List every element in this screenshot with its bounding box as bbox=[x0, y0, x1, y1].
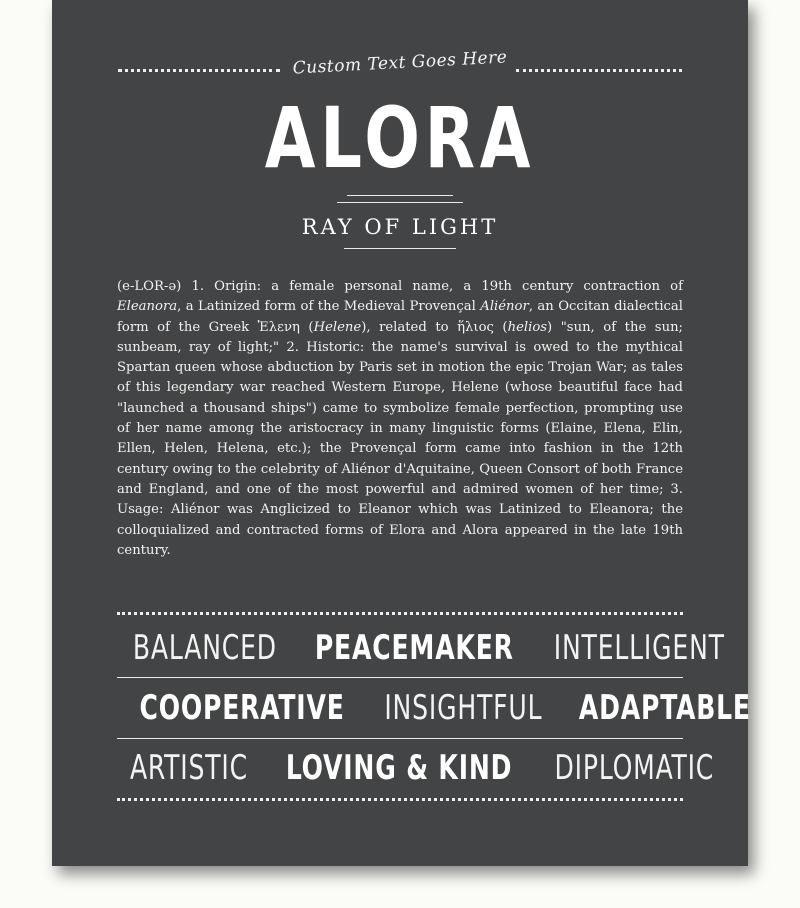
dotted-divider-traits-bottom bbox=[117, 798, 683, 801]
trait-row-1 bbox=[117, 624, 726, 672]
name-poster bbox=[52, 0, 751, 866]
name-definition: (e-LOR-ə) 1. Origin: a female personal name, a 19th century contraction of Eleanora, a Latinized form of the Medieval Provençal Aliénor, an Occitan dialectical form of the Greek Ἑλενη (Helene), related to ἥλιος (helios) "sun, of the sun; sunbeam, ray of light;" 2. Historic: the name's survival is owed to the mythical Spartan queen whose abduction by Paris set in motion the epic Trojan War; as tales of this legendary war reached Western Europe, Helene (whose beautiful face had "launched a thousand ships") came to symbolize female perfection, prompting use of her name among the aristocracy in many linguistic forms (Elaine, Elena, Elin, Ellen, Helen, Helena, etc.); the Provençal form came into fashion in the 12th century owing to the celebrity of Aliénor d'Aquitaine, Queen Consort of both France and England, and one of the most powerful and admired women of her time; 3. Usage: Aliénor was Anglicized to Eleanor which was Latinized to Eleanora; the colloquialized and contracted forms of Elora and Alora appeared in the late 19th century. bbox=[117, 279, 683, 558]
divider-traits-1 bbox=[117, 677, 683, 678]
trait-row-3 bbox=[117, 744, 715, 792]
dotted-divider-top-right bbox=[516, 69, 682, 72]
name-title: ALORA bbox=[264, 89, 536, 187]
custom-text: Custom Text Goes Here bbox=[292, 47, 508, 79]
trait-word: COOPERATIVE bbox=[139, 688, 345, 728]
trait-word: LOVING & KIND bbox=[285, 748, 513, 788]
trait-word: INTELLIGENT bbox=[554, 628, 726, 668]
divider-under-name-2 bbox=[337, 202, 463, 203]
trait-row-2 bbox=[117, 684, 751, 732]
dotted-divider-traits-top bbox=[117, 612, 683, 615]
divider-under-name-1 bbox=[347, 195, 453, 196]
name-meaning: RAY OF LIGHT bbox=[301, 215, 499, 239]
trait-word: ADAPTABLE bbox=[578, 688, 751, 728]
trait-word: INSIGHTFUL bbox=[384, 688, 543, 728]
trait-word: DIPLOMATIC bbox=[554, 748, 715, 788]
trait-word: PEACEMAKER bbox=[314, 628, 514, 668]
trait-word: ARTISTIC bbox=[129, 748, 248, 788]
divider-traits-2 bbox=[117, 738, 683, 739]
trait-word: BALANCED bbox=[132, 628, 277, 668]
divider-under-meaning bbox=[344, 248, 456, 249]
